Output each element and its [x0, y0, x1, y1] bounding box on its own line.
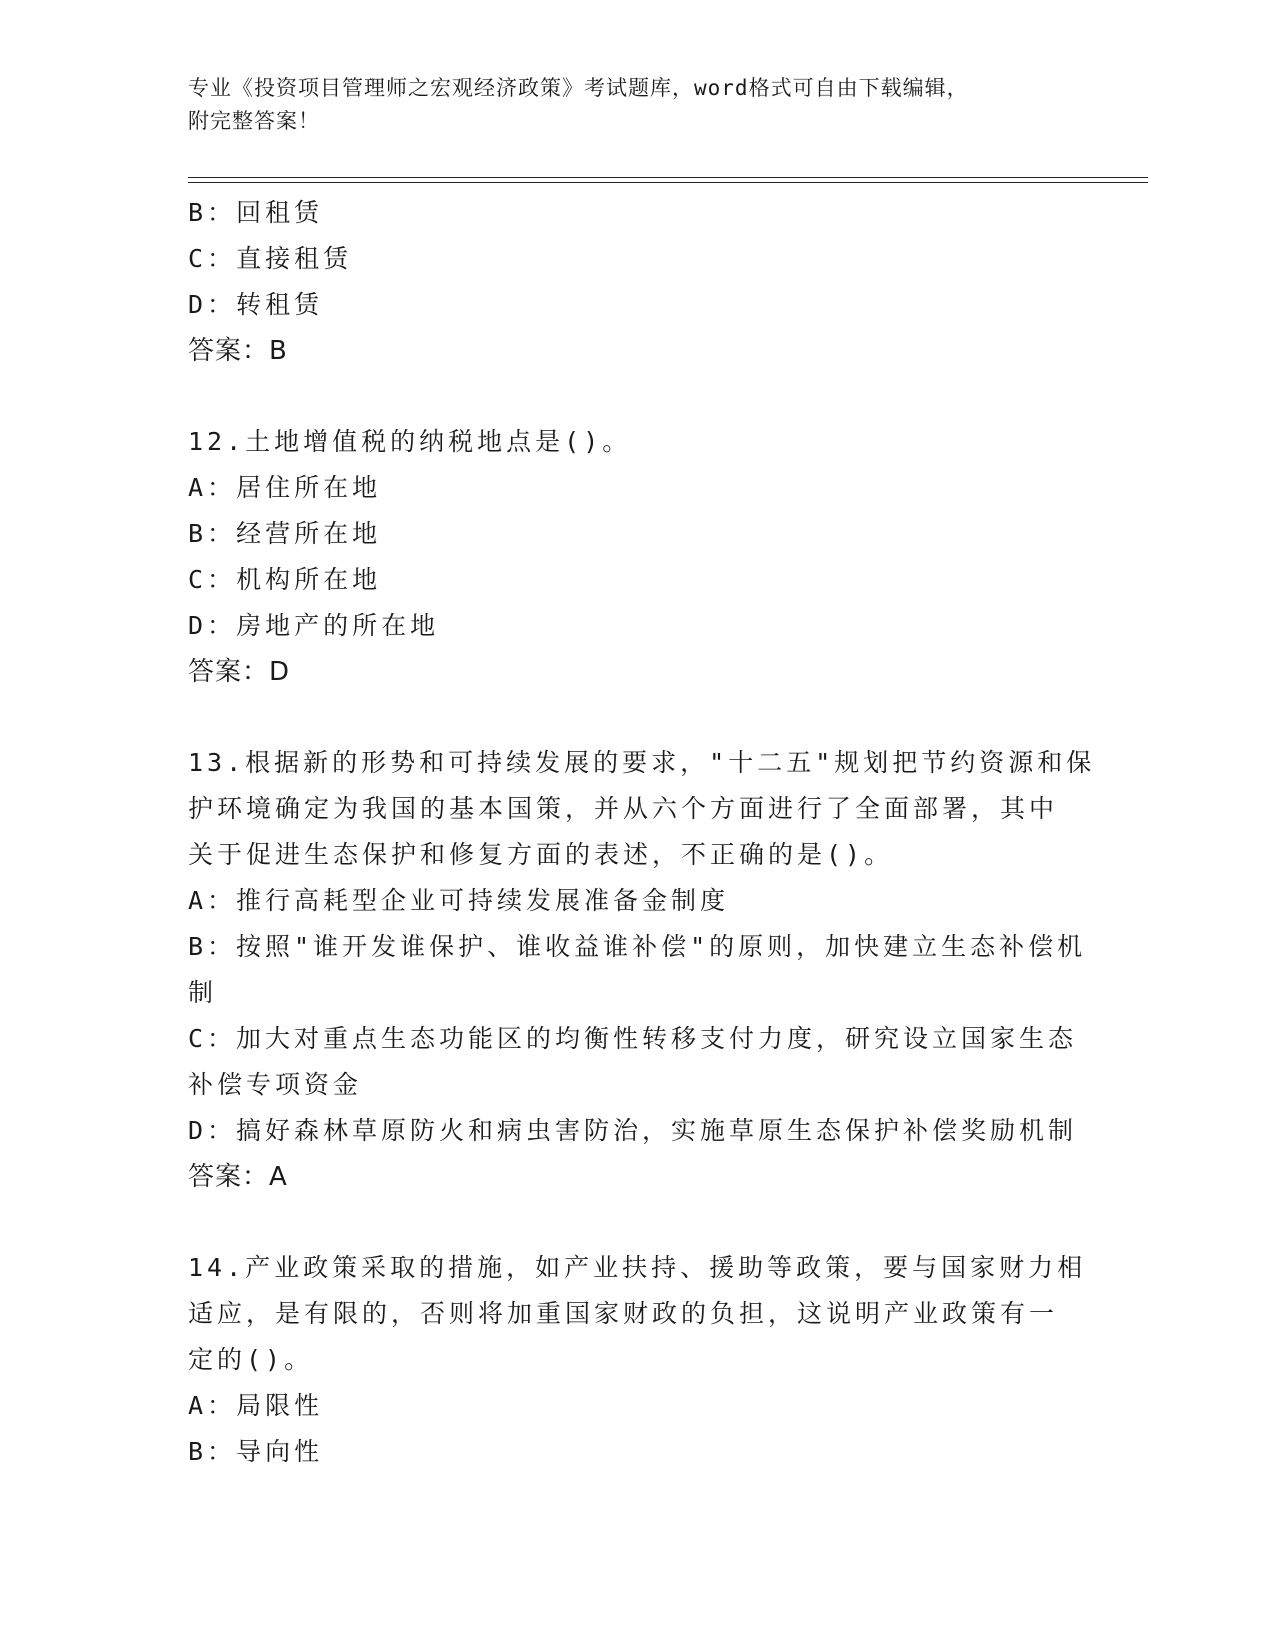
option-c-line: 补偿专项资金: [188, 1070, 363, 1099]
header-line-2: 附完整答案！: [188, 109, 320, 133]
question-12: [188, 419, 1088, 695]
prev-question-block: [188, 190, 1088, 374]
question-stem-line: 关于促进生态保护和修复方面的表述，不正确的是()。: [188, 840, 894, 869]
question-14: [188, 1245, 1088, 1475]
option-a: A：居住所在地: [188, 473, 382, 502]
question-content: [188, 190, 1096, 1475]
option-d: D：搞好森林草原防火和病虫害防治，实施草原生态保护补偿奖励机制: [188, 1116, 1078, 1145]
question-stem-line: 14.产业政策采取的措施，如产业扶持、援助等政策，要与国家财力相: [188, 1253, 1087, 1282]
answer: 答案：B: [188, 336, 288, 366]
question-stem-line: 定的()。: [188, 1345, 314, 1374]
header-divider-top: [188, 177, 1148, 178]
option-b: B：回租赁: [188, 198, 324, 227]
question-stem-line: 护环境确定为我国的基本国策，并从六个方面进行了全面部署，其中: [188, 794, 1059, 823]
option-b-line: 制: [188, 978, 218, 1007]
option-d: D：房地产的所在地: [188, 611, 440, 640]
option-b: B：导向性: [188, 1437, 324, 1466]
document-header: [188, 72, 1068, 138]
header-line-1: 专业《投资项目管理师之宏观经济政策》考试题库，word格式可自由下载编辑，: [188, 76, 969, 100]
question-stem-line: 适应，是有限的，否则将加重国家财政的负担，这说明产业政策有一: [188, 1299, 1059, 1328]
header-divider-bottom: [188, 182, 1148, 183]
option-c: C：直接租赁: [188, 244, 353, 273]
question-stem: 12.土地增值税的纳税地点是()。: [188, 427, 632, 456]
question-stem-line: 13.根据新的形势和可持续发展的要求，"十二五"规划把节约资源和保: [188, 748, 1096, 777]
answer: 答案：D: [188, 657, 291, 687]
option-c-line: C：加大对重点生态功能区的均衡性转移支付力度，研究设立国家生态: [188, 1024, 1078, 1053]
option-d: D：转租赁: [188, 290, 324, 319]
spacer: [188, 1200, 1088, 1245]
answer: 答案：A: [188, 1162, 288, 1192]
question-13: [188, 740, 1096, 1200]
spacer: [188, 374, 1088, 419]
option-b-line: B：按照"谁开发谁保护、谁收益谁补偿"的原则，加快建立生态补偿机: [188, 932, 1087, 961]
option-c: C：机构所在地: [188, 565, 382, 594]
option-a: A：局限性: [188, 1391, 324, 1420]
option-b: B：经营所在地: [188, 519, 382, 548]
spacer: [188, 695, 1088, 740]
option-a: A：推行高耗型企业可持续发展准备金制度: [188, 886, 730, 915]
